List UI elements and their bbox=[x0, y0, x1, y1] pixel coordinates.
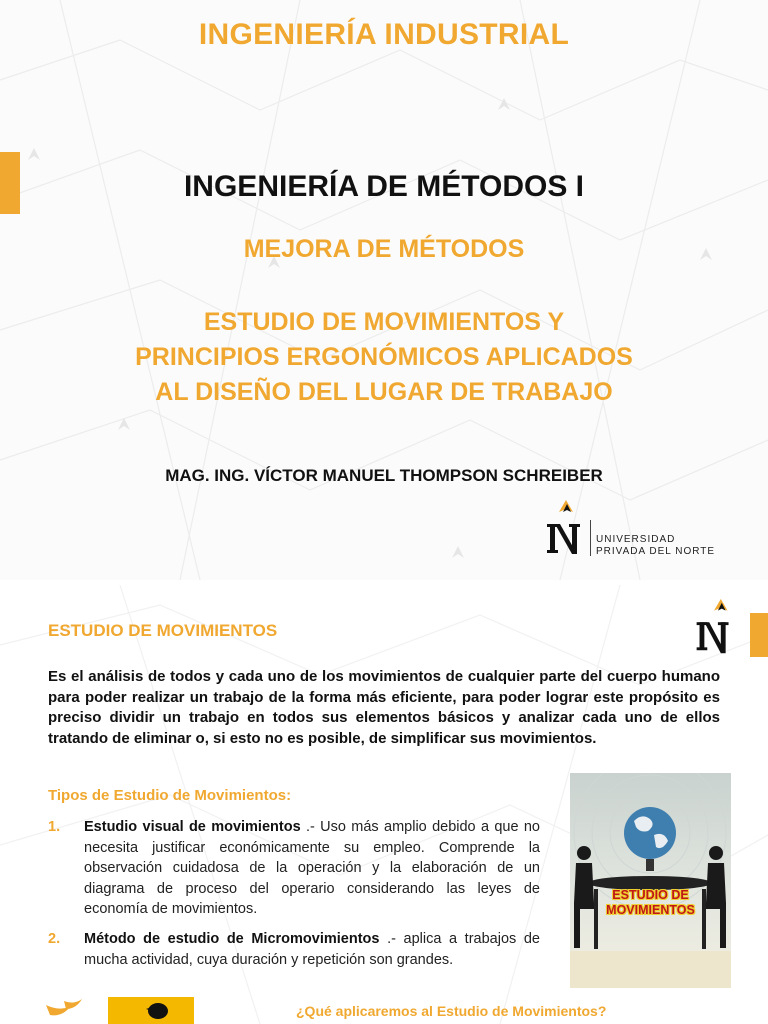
definition-paragraph: Es el análisis de todos y cada uno de los movimientos de cualquier parte del cuerpo humano para poder realizar un trabajo de la forma más eficiente, para poder lograr este propósito es preciso dividir un trabajo en todos sus elementos básicos y analizar cada uno de ellos tratando de eliminar o, si esto no es posible, de simplificar sus movimientos. bbox=[48, 668, 720, 747]
image-caption bbox=[570, 888, 731, 918]
logo-separator bbox=[590, 520, 591, 556]
question-heading: ¿Qué aplicaremos al Estudio de Movimientos? bbox=[296, 1003, 607, 1019]
caption-line: MOVIMIENTOS bbox=[606, 903, 695, 917]
author-name: MAG. ING. VÍCTOR MANUEL THOMPSON SCHREIBER bbox=[165, 466, 603, 485]
list-item-desc: .- aplica a trabajos de mucha actividad, cuya duración y repetición son grandes. bbox=[84, 931, 540, 968]
list-text bbox=[84, 817, 540, 920]
bird-silhouette-icon bbox=[108, 997, 194, 1024]
list-item-title: Método de estudio de Micromovimientos bbox=[84, 931, 380, 947]
subtitle: MEJORA DE MÉTODOS bbox=[243, 235, 525, 263]
section-title: ESTUDIO DE MOVIMIENTOS bbox=[48, 621, 278, 640]
topic-line: AL DISEÑO DEL LUGAR DE TRABAJO bbox=[155, 378, 613, 406]
list-number: 1. bbox=[48, 819, 61, 835]
list-item-title: Estudio visual de movimientos bbox=[84, 819, 301, 835]
upn-logo-icon bbox=[690, 599, 740, 657]
list-item-desc: .- Uso más amplio debido a que no necesita justificar económicamente su empleo. Comprende la observación cuidadosa de la operación y la elaboración de un diagrama de proceso del operario considerando las leyes de economía de movimientos. bbox=[84, 819, 541, 917]
logo-line2: PRIVADA DEL NORTE bbox=[596, 546, 716, 557]
logo-text bbox=[596, 534, 715, 558]
topic-line: PRINCIPIOS ERGONÓMICOS APLICADOS bbox=[135, 343, 633, 371]
bird-logo-icon bbox=[44, 997, 84, 1024]
yellow-image-block bbox=[108, 997, 194, 1024]
topic-line: ESTUDIO DE MOVIMIENTOS Y bbox=[203, 308, 565, 336]
upn-logo-icon bbox=[546, 500, 590, 560]
list-item bbox=[48, 929, 540, 970]
illustration-image bbox=[570, 773, 731, 988]
list-number: 2. bbox=[48, 931, 61, 947]
list-item bbox=[48, 817, 540, 920]
accent-bar-right bbox=[750, 613, 768, 657]
main-title: INGENIERÍA INDUSTRIAL bbox=[198, 18, 570, 51]
topic-title bbox=[40, 305, 728, 410]
list-text bbox=[84, 929, 540, 970]
globe-icon bbox=[624, 807, 676, 859]
university-logo bbox=[546, 500, 746, 560]
course-title: INGENIERÍA DE MÉTODOS I bbox=[183, 170, 585, 203]
logo-line1: UNIVERSIDAD bbox=[596, 534, 676, 545]
content-slide bbox=[0, 585, 768, 1024]
upn-logo-small bbox=[690, 599, 740, 657]
types-heading: Tipos de Estudio de Movimientos: bbox=[48, 787, 292, 804]
caption-line: ESTUDIO DE bbox=[612, 888, 689, 902]
meeting-illustration bbox=[570, 773, 731, 988]
